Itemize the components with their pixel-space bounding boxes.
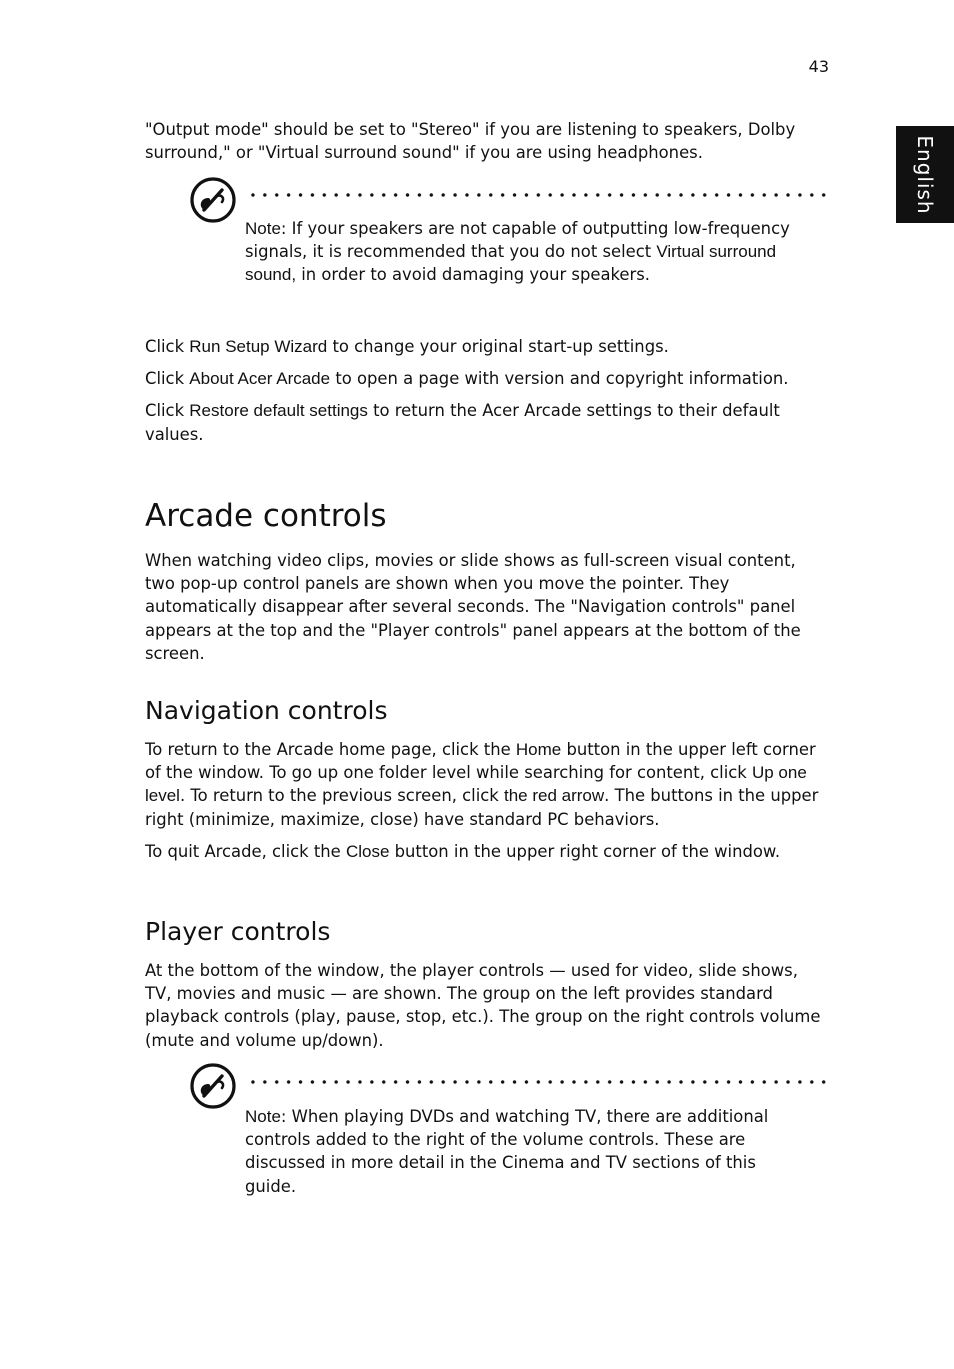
up-one-level-term: Up one level bbox=[145, 763, 807, 806]
arcade-paragraph: When watching video clips, movies or slide shows as full-screen visual content, two pop-up control panels are shown when you move the pointer. They automatically disappear after several seconds. The "Navigation controls" panel appears at the top and the "Player controls" panel appears at the bottom of the screen. bbox=[145, 551, 801, 663]
note-divider bbox=[247, 1080, 830, 1084]
player-paragraph: At the bottom of the window, the player controls — used for video, slide shows, TV, movies and music — are shown. The group on the left provides standard playback controls (play, pause, stop, etc.). The group on the right controls volume (mute and volume up/down). bbox=[145, 961, 821, 1050]
restore-default-term: Restore default settings bbox=[189, 401, 368, 421]
player-section bbox=[145, 959, 829, 1061]
note-divider bbox=[247, 193, 830, 197]
note-icon bbox=[189, 1062, 237, 1110]
intro-section bbox=[145, 118, 829, 173]
page-number: 43 bbox=[808, 57, 829, 76]
red-arrow-term: the red arrow bbox=[503, 786, 605, 806]
restore-paragraph: Click Restore default settings to return the Acer Arcade settings to their default values. bbox=[145, 401, 780, 444]
note-paragraph: Note: When playing DVDs and watching TV, there are additional controls added to the right of the volume controls. These are discussed in more detail in the Cinema and TV sections of this guide. bbox=[245, 1107, 769, 1196]
setup-wizard-paragraph: Click Run Setup Wizard to change your original start-up settings. bbox=[145, 337, 669, 356]
about-acer-arcade-term: About Acer Arcade bbox=[189, 369, 331, 389]
virtual-surround-term: Virtual surround sound, bbox=[245, 242, 777, 285]
arcade-section bbox=[145, 549, 829, 674]
navigation-controls-heading: Navigation controls bbox=[145, 696, 388, 725]
language-tab bbox=[896, 126, 954, 223]
note-paragraph: Note: If your speakers are not capable of outputting low-frequency signals, it is recommended that you do not select Virtual surround sound, in order to avoid damaging your speakers. bbox=[245, 219, 790, 285]
language-tab-label: English bbox=[913, 134, 937, 215]
navigation-paragraph: To return to the Arcade home page, click the Home button in the upper left corner of the window. To go up one folder level while searching for content, click Up one level. To return to the previous screen, click the red arrow. The buttons in the upper right (minimize, maximize, close) have standard PC behaviors. bbox=[145, 740, 819, 829]
run-setup-wizard-term: Run Setup Wizard bbox=[189, 337, 328, 356]
note-label: Note bbox=[245, 1107, 281, 1126]
quit-paragraph: To quit Arcade, click the Close button in the upper right corner of the window. bbox=[145, 841, 781, 861]
output-mode-paragraph: "Output mode" should be set to "Stereo" if you are listening to speakers, Dolby surround," or "Virtual surround sound" if you are using headphones. bbox=[145, 120, 796, 163]
settings-section bbox=[145, 335, 829, 455]
player-controls-heading: Player controls bbox=[145, 917, 331, 946]
note-label: Note bbox=[245, 219, 281, 238]
about-paragraph: Click About Acer Arcade to open a page with version and copyright information. bbox=[145, 369, 789, 389]
note-icon bbox=[189, 176, 237, 224]
home-term: Home bbox=[515, 740, 562, 759]
close-term: Close bbox=[345, 841, 390, 861]
arcade-controls-heading: Arcade controls bbox=[145, 498, 387, 534]
navigation-section bbox=[145, 738, 829, 872]
